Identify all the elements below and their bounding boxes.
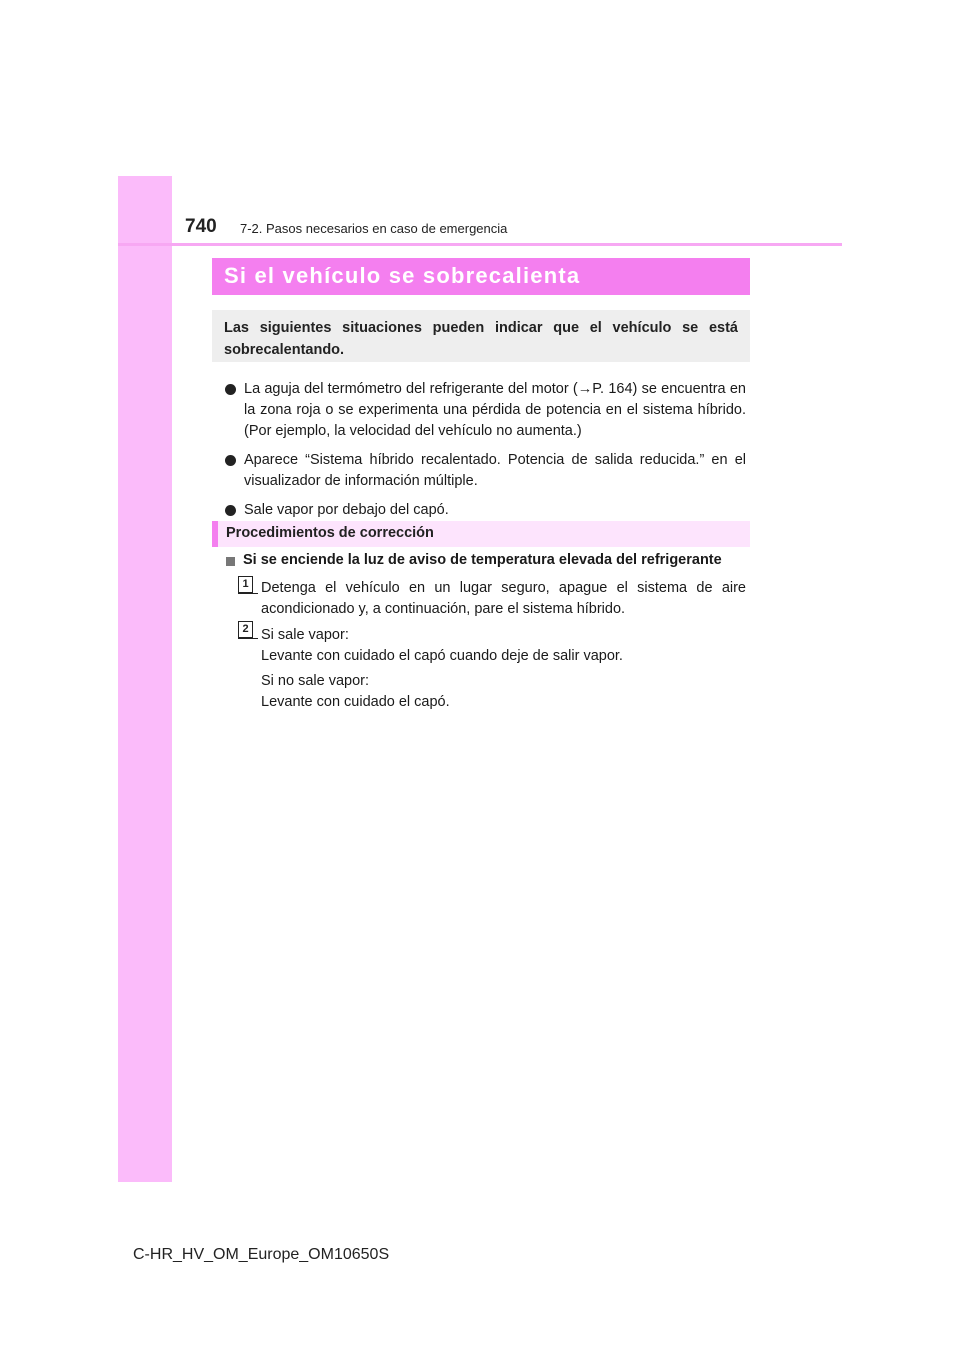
list-item bbox=[224, 379, 746, 442]
list-item-text: Aparece “Sistema híbrido recalentado. Potencia de salida reducida.” en el visualizador de información múltiple. bbox=[244, 452, 746, 489]
step-1-text: Detenga el vehículo en un lugar seguro, apague el sistema de aire acondicionado y, a continuación, pare el sistema híbrido. bbox=[261, 580, 746, 617]
bullet-icon bbox=[225, 505, 236, 516]
step-underline bbox=[238, 593, 258, 594]
subsection-header bbox=[212, 521, 750, 547]
condition-heading: Si se enciende la luz de aviso de temperatura elevada del refrigerante bbox=[243, 552, 722, 568]
intro-text: Las siguientes situaciones pueden indicar que el vehículo se está sobrecalentando. bbox=[224, 320, 738, 358]
bullet-icon bbox=[225, 384, 236, 395]
step-2-no-steam-action: Levante con cuidado el capó. bbox=[261, 694, 450, 710]
subsection-title: Procedimientos de corrección bbox=[226, 525, 434, 541]
header-divider bbox=[118, 243, 842, 246]
bullet-icon bbox=[225, 455, 236, 466]
list-item-text: La aguja del termómetro del refrigerante del motor (→P. 164) se encuentra en la zona roja o se experimenta una pérdida de potencia en el sistema híbrido. (Por ejemplo, la velocidad del vehículo no aumenta.) bbox=[244, 381, 746, 439]
document-code: C-HR_HV_OM_Europe_OM10650S bbox=[133, 1246, 390, 1263]
page-number: 740 bbox=[185, 216, 217, 237]
step-2-steam-label: Si sale vapor: bbox=[261, 627, 349, 643]
chapter-title: 7-2. Pasos necesarios en caso de emergencia bbox=[240, 221, 508, 236]
section-title: Si el vehículo se sobrecalienta bbox=[224, 263, 581, 288]
intro-box bbox=[212, 310, 750, 362]
subsection-accent-bar bbox=[212, 521, 218, 547]
list-item-text: Sale vapor por debajo del capó. bbox=[244, 502, 449, 518]
step-underline bbox=[238, 638, 258, 639]
side-tab-bar bbox=[118, 176, 172, 1182]
list-item bbox=[224, 500, 746, 521]
step-number-badge: 1 bbox=[238, 576, 253, 593]
symptom-list bbox=[224, 379, 746, 529]
step-number-badge: 2 bbox=[238, 621, 253, 638]
step-2-steam-action: Levante con cuidado el capó cuando deje de salir vapor. bbox=[261, 648, 623, 664]
list-item bbox=[224, 450, 746, 492]
square-bullet-icon bbox=[226, 557, 235, 566]
section-title-banner bbox=[212, 258, 750, 295]
step-2-no-steam-label: Si no sale vapor: bbox=[261, 673, 370, 689]
